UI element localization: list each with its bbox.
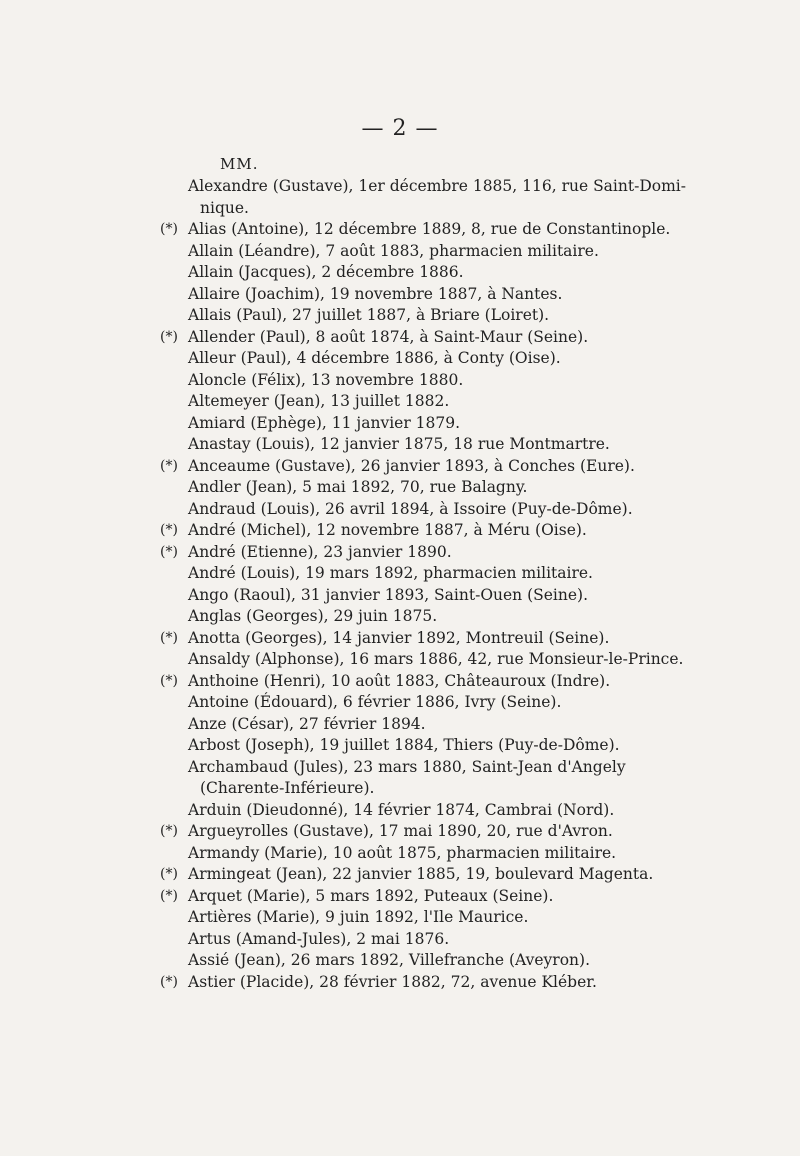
list-item bbox=[0, 886, 800, 908]
list-item bbox=[0, 929, 800, 951]
salutation: MM. bbox=[220, 155, 259, 173]
list-item bbox=[0, 735, 800, 757]
list-item bbox=[0, 262, 800, 284]
page-number: — 2 — bbox=[361, 116, 439, 141]
entry-marker: (*) bbox=[160, 672, 178, 689]
list-item bbox=[0, 671, 800, 693]
entry-text: Armingeat (Jean), 22 janvier 1885, 19, boulevard Magenta. bbox=[188, 865, 654, 883]
list-item bbox=[0, 198, 800, 220]
list-item bbox=[0, 499, 800, 521]
list-item bbox=[0, 950, 800, 972]
list-item bbox=[0, 800, 800, 822]
entry-text: Anceaume (Gustave), 26 janvier 1893, à Conches (Eure). bbox=[188, 456, 635, 475]
list-item bbox=[0, 305, 800, 327]
list-item bbox=[0, 327, 800, 349]
list-item bbox=[0, 692, 800, 714]
entry-list bbox=[0, 176, 800, 993]
list-item bbox=[0, 821, 800, 843]
list-item bbox=[0, 907, 800, 929]
list-item bbox=[0, 520, 800, 542]
list-item bbox=[0, 176, 800, 198]
list-item bbox=[0, 413, 800, 435]
entry-text: Aloncle (Félix), 13 novembre 1880. bbox=[188, 370, 464, 389]
entry-text: Anglas (Georges), 29 juin 1875. bbox=[188, 607, 438, 625]
entry-text: Anastay (Louis), 12 janvier 1875, 18 rue Montmartre. bbox=[188, 435, 610, 453]
list-item bbox=[0, 542, 800, 564]
entry-marker: (*) bbox=[160, 328, 178, 345]
entry-marker: (*) bbox=[160, 823, 178, 839]
entry-marker: (*) bbox=[160, 887, 178, 904]
entry-text: Alleur (Paul), 4 décembre 1886, à Conty (Oise). bbox=[188, 349, 561, 367]
list-item bbox=[0, 284, 800, 306]
list-item bbox=[0, 757, 800, 779]
list-item bbox=[0, 348, 800, 370]
list-item bbox=[0, 606, 800, 628]
entry-text: Armandy (Marie), 10 août 1875, pharmacien militaire. bbox=[188, 843, 617, 862]
entry-text: Argueyrolles (Gustave), 17 mai 1890, 20, rue d'Avron. bbox=[188, 822, 613, 840]
list-item bbox=[0, 477, 800, 499]
entry-text: Antoine (Édouard), 6 février 1886, Ivry (Seine). bbox=[188, 693, 562, 711]
entry-marker: (*) bbox=[160, 457, 178, 474]
entry-text: nique. bbox=[200, 198, 249, 217]
entry-text: Arquet (Marie), 5 mars 1892, Puteaux (Seine). bbox=[188, 886, 554, 905]
entry-text: Andler (Jean), 5 mai 1892, 70, rue Balagny. bbox=[188, 478, 528, 496]
list-item bbox=[0, 714, 800, 736]
entry-text: Artus (Amand-Jules), 2 mai 1876. bbox=[188, 929, 450, 948]
entry-text: Amiard (Ephège), 11 janvier 1879. bbox=[188, 413, 461, 432]
entry-text: Ango (Raoul), 31 janvier 1893, Saint-Ouen (Seine). bbox=[188, 585, 589, 604]
list-item bbox=[0, 391, 800, 413]
entry-text: Arduin (Dieudonné), 14 février 1874, Cambrai (Nord). bbox=[188, 800, 615, 819]
entry-text: Alexandre (Gustave), 1er décembre 1885, 116, rue Saint-Domi- bbox=[188, 177, 686, 195]
entry-text: Alias (Antoine), 12 décembre 1889, 8, rue de Constantinople. bbox=[188, 220, 671, 238]
entry-text: Astier (Placide), 28 février 1882, 72, avenue Kléber. bbox=[188, 972, 597, 991]
list-item bbox=[0, 864, 800, 886]
entry-text: Assié (Jean), 26 mars 1892, Villefranche (Aveyron). bbox=[188, 951, 590, 969]
entry-text: Allender (Paul), 8 août 1874, à Saint-Maur (Seine). bbox=[188, 327, 589, 346]
list-item bbox=[0, 628, 800, 650]
entry-text: André (Louis), 19 mars 1892, pharmacien militaire. bbox=[188, 564, 593, 582]
entry-marker: (*) bbox=[160, 629, 178, 646]
entry-text: Anotta (Georges), 14 janvier 1892, Montreuil (Seine). bbox=[188, 628, 610, 647]
entry-text: Allain (Léandre), 7 août 1883, pharmacien militaire. bbox=[188, 241, 599, 260]
entry-marker: (*) bbox=[160, 221, 178, 237]
list-item bbox=[0, 370, 800, 392]
list-item bbox=[0, 563, 800, 585]
entry-text: Artières (Marie), 9 juin 1892, l'Ile Maurice. bbox=[188, 908, 529, 926]
entry-text: (Charente-Inférieure). bbox=[200, 779, 375, 797]
list-item bbox=[0, 972, 800, 994]
list-item bbox=[0, 649, 800, 671]
entry-text: Ansaldy (Alphonse), 16 mars 1886, 42, rue Monsieur-le-Prince. bbox=[188, 650, 684, 668]
entry-marker: (*) bbox=[160, 543, 178, 560]
entry-text: Archambaud (Jules), 23 mars 1880, Saint-Jean d'Angely bbox=[188, 757, 626, 776]
entry-marker: (*) bbox=[160, 866, 178, 882]
entry-text: Anthoine (Henri), 10 août 1883, Châteauroux (Indre). bbox=[188, 671, 611, 690]
list-item bbox=[0, 241, 800, 263]
list-item bbox=[0, 843, 800, 865]
list-item bbox=[0, 778, 800, 800]
entry-text: Altemeyer (Jean), 13 juillet 1882. bbox=[188, 392, 450, 410]
entry-text: Arbost (Joseph), 19 juillet 1884, Thiers (Puy-de-Dôme). bbox=[188, 736, 620, 754]
entry-text: Allais (Paul), 27 juillet 1887, à Briare (Loiret). bbox=[188, 306, 550, 324]
entry-text: Anze (César), 27 février 1894. bbox=[188, 714, 426, 733]
entry-marker: (*) bbox=[160, 973, 178, 990]
entry-text: Allain (Jacques), 2 décembre 1886. bbox=[188, 263, 464, 281]
entry-marker: (*) bbox=[160, 522, 178, 538]
entry-text: André (Michel), 12 novembre 1887, à Méru (Oise). bbox=[188, 521, 587, 539]
list-item bbox=[0, 456, 800, 478]
entry-text: André (Etienne), 23 janvier 1890. bbox=[188, 542, 452, 561]
entry-text: Andraud (Louis), 26 avril 1894, à Issoire (Puy-de-Dôme). bbox=[188, 499, 633, 518]
list-item bbox=[0, 219, 800, 241]
list-item bbox=[0, 434, 800, 456]
entry-text: Allaire (Joachim), 19 novembre 1887, à Nantes. bbox=[188, 284, 563, 303]
list-item bbox=[0, 585, 800, 607]
